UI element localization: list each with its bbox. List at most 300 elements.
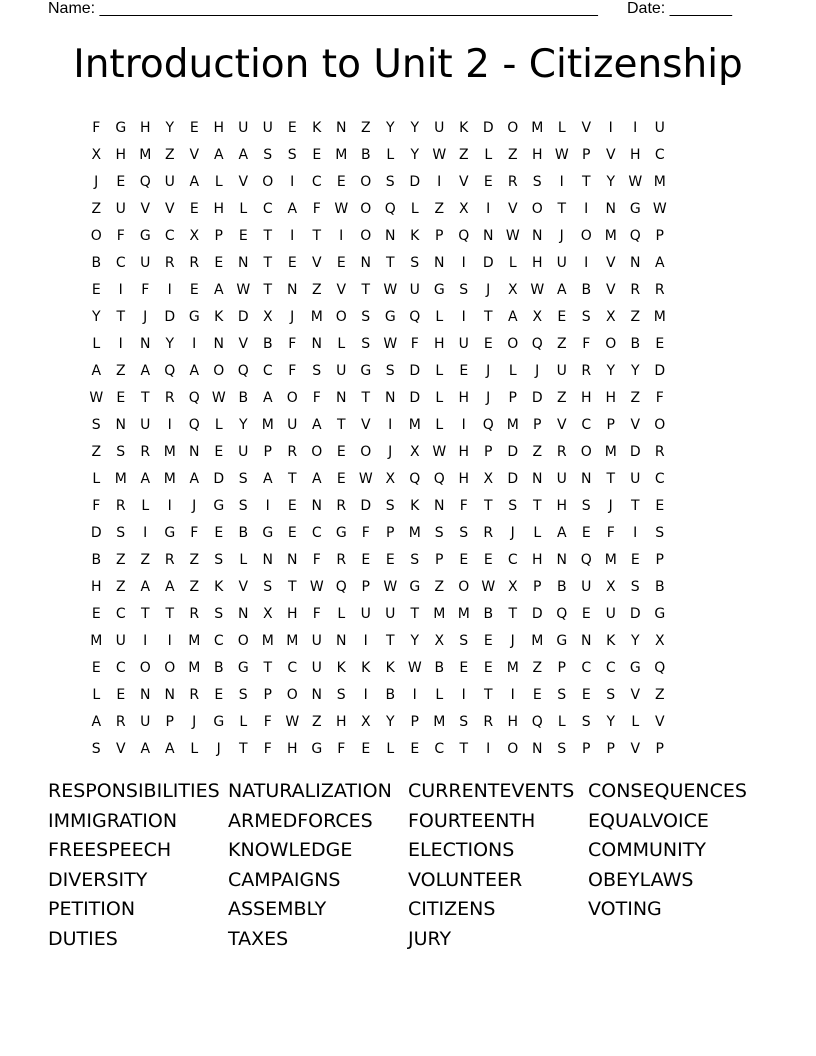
- grid-letter: A: [164, 578, 175, 595]
- grid-letter: S: [581, 713, 591, 730]
- grid-letter: T: [116, 308, 126, 325]
- grid-letter: X: [458, 200, 469, 217]
- grid-letter: E: [581, 605, 591, 622]
- grid-letter: Q: [531, 713, 543, 730]
- grid-letter: K: [361, 659, 371, 676]
- grid-letter: M: [139, 146, 152, 163]
- grid-letter: Z: [115, 362, 126, 379]
- grid-letter: E: [116, 686, 126, 703]
- grid-letter: R: [483, 524, 494, 541]
- grid-letter: I: [486, 740, 491, 757]
- grid-letter: H: [433, 335, 445, 352]
- grid-letter: P: [263, 686, 272, 703]
- grid-letter: A: [140, 362, 151, 379]
- grid-letter: T: [532, 497, 542, 514]
- grid-letter: Z: [164, 146, 175, 163]
- grid-letter: Q: [629, 227, 641, 244]
- grid-letter: Q: [580, 551, 592, 568]
- word-list-item: DIVERSITY: [48, 868, 148, 891]
- grid-letter: V: [336, 281, 347, 298]
- grid-letter: L: [386, 740, 395, 757]
- word-list-item: CURRENTEVENTS: [408, 780, 575, 802]
- grid-letter: W: [432, 443, 447, 460]
- grid-letter: O: [360, 227, 372, 244]
- grid-letter: F: [263, 740, 272, 757]
- grid-letter: H: [531, 551, 543, 568]
- grid-letter: U: [238, 443, 249, 460]
- grid-letter: Q: [164, 362, 176, 379]
- grid-letter: X: [189, 227, 200, 244]
- grid-letter: T: [385, 254, 395, 271]
- grid-letter: H: [629, 146, 641, 163]
- grid-letter: M: [163, 443, 176, 460]
- grid-row: [84, 465, 672, 492]
- grid-letter: G: [409, 578, 421, 595]
- grid-letter: S: [336, 686, 346, 703]
- grid-letter: U: [140, 416, 151, 433]
- grid-letter: N: [336, 119, 347, 136]
- grid-letter: W: [358, 470, 373, 487]
- grid-letter: P: [386, 524, 395, 541]
- grid-letter: E: [116, 389, 126, 406]
- grid-letter: Z: [630, 308, 641, 325]
- grid-letter: N: [336, 389, 347, 406]
- grid-letter: Q: [556, 605, 568, 622]
- grid-letter: D: [237, 308, 249, 325]
- grid-letter: L: [435, 389, 444, 406]
- grid-letter: T: [459, 740, 469, 757]
- grid-letter: E: [410, 740, 420, 757]
- grid-letter: A: [311, 416, 322, 433]
- grid-letter: L: [410, 200, 419, 217]
- grid-letter: W: [309, 578, 324, 595]
- grid-letter: T: [238, 740, 248, 757]
- grid-letter: V: [238, 173, 249, 190]
- grid-row: [84, 708, 672, 735]
- grid-letter: J: [143, 308, 148, 325]
- grid-letter: V: [605, 254, 616, 271]
- grid-letter: L: [435, 416, 444, 433]
- grid-letter: V: [630, 416, 641, 433]
- grid-letter: S: [361, 335, 371, 352]
- word-list-item: PETITION: [48, 898, 136, 921]
- grid-letter: X: [385, 470, 396, 487]
- grid-letter: H: [213, 119, 225, 136]
- grid-letter: K: [336, 659, 346, 676]
- grid-row: [84, 357, 672, 384]
- grid-letter: Q: [531, 335, 543, 352]
- grid-letter: L: [386, 146, 395, 163]
- grid-letter: V: [581, 119, 592, 136]
- grid-letter: N: [434, 254, 445, 271]
- grid-letter: P: [582, 146, 591, 163]
- grid-letter: F: [190, 524, 199, 541]
- grid-letter: N: [262, 551, 273, 568]
- grid-letter: C: [654, 146, 665, 163]
- grid-letter: F: [263, 713, 272, 730]
- grid-letter: I: [608, 119, 613, 136]
- grid-letter: T: [557, 200, 567, 217]
- grid-letter: U: [360, 605, 371, 622]
- grid-letter: O: [286, 686, 298, 703]
- grid-letter: J: [510, 524, 515, 541]
- grid-letter: E: [361, 740, 371, 757]
- word-list-item: JURY: [408, 927, 452, 950]
- grid-letter: G: [188, 308, 200, 325]
- grid-letter: S: [434, 524, 444, 541]
- grid-row: [84, 654, 672, 681]
- grid-letter: G: [115, 119, 127, 136]
- grid-letter: T: [410, 605, 420, 622]
- grid-letter: O: [654, 416, 666, 433]
- grid-letter: S: [312, 362, 322, 379]
- grid-letter: A: [189, 173, 200, 190]
- grid-letter: I: [167, 281, 172, 298]
- grid-letter: E: [459, 362, 469, 379]
- grid-letter: E: [459, 659, 469, 676]
- grid-letter: A: [262, 389, 273, 406]
- grid-letter: Q: [654, 659, 666, 676]
- word-list-item: VOLUNTEER: [408, 868, 523, 891]
- grid-letter: D: [629, 443, 641, 460]
- grid-letter: X: [532, 308, 543, 325]
- grid-letter: Q: [433, 470, 445, 487]
- grid-letter: M: [114, 470, 127, 487]
- grid-letter: Q: [384, 200, 396, 217]
- grid-letter: R: [164, 389, 175, 406]
- grid-letter: W: [383, 578, 398, 595]
- grid-letter: C: [605, 659, 616, 676]
- grid-row: [84, 330, 672, 357]
- grid-letter: M: [531, 119, 544, 136]
- grid-letter: N: [385, 389, 396, 406]
- grid-letter: T: [312, 227, 322, 244]
- grid-letter: T: [483, 686, 493, 703]
- grid-letter: Z: [115, 578, 126, 595]
- grid-letter: E: [238, 227, 248, 244]
- grid-letter: X: [262, 308, 273, 325]
- grid-letter: J: [559, 227, 564, 244]
- grid-letter: L: [92, 470, 101, 487]
- grid-letter: N: [213, 335, 224, 352]
- grid-letter: S: [238, 470, 248, 487]
- grid-letter: C: [115, 659, 126, 676]
- grid-letter: L: [435, 308, 444, 325]
- grid-letter: M: [604, 551, 617, 568]
- grid-letter: O: [311, 443, 323, 460]
- grid-letter: Z: [532, 443, 543, 460]
- grid-letter: C: [164, 227, 175, 244]
- grid-letter: U: [140, 254, 151, 271]
- grid-letter: Q: [409, 470, 421, 487]
- grid-letter: A: [311, 470, 322, 487]
- word-list-item: OBEYLAWS: [588, 868, 694, 891]
- grid-letter: E: [214, 524, 224, 541]
- grid-letter: E: [483, 335, 493, 352]
- grid-letter: M: [408, 416, 421, 433]
- grid-letter: U: [385, 605, 396, 622]
- grid-letter: X: [434, 632, 445, 649]
- grid-letter: E: [361, 551, 371, 568]
- grid-letter: S: [459, 632, 469, 649]
- grid-letter: Z: [91, 443, 102, 460]
- grid-letter: E: [91, 281, 101, 298]
- grid-letter: O: [139, 659, 151, 676]
- grid-letter: R: [556, 443, 567, 460]
- grid-letter: P: [655, 227, 664, 244]
- grid-letter: Z: [556, 389, 567, 406]
- grid-letter: T: [606, 470, 616, 487]
- grid-letter: A: [507, 308, 518, 325]
- grid-letter: S: [385, 173, 395, 190]
- grid-letter: Q: [458, 227, 470, 244]
- grid-letter: G: [360, 362, 372, 379]
- grid-letter: S: [459, 713, 469, 730]
- grid-letter: U: [140, 713, 151, 730]
- grid-row: [84, 249, 672, 276]
- grid-letter: I: [118, 335, 123, 352]
- grid-letter: Y: [410, 632, 420, 649]
- grid-letter: P: [508, 389, 517, 406]
- grid-letter: S: [410, 254, 420, 271]
- grid-letter: S: [263, 578, 273, 595]
- grid-letter: R: [581, 362, 592, 379]
- grid-letter: N: [238, 254, 249, 271]
- grid-letter: P: [557, 659, 566, 676]
- grid-letter: B: [238, 389, 249, 406]
- page-title: Introduction to Unit 2 - Citizenship: [73, 42, 743, 87]
- grid-letter: J: [535, 362, 540, 379]
- grid-letter: G: [311, 740, 323, 757]
- grid-letter: H: [286, 605, 298, 622]
- grid-letter: Z: [311, 281, 322, 298]
- grid-row: [84, 168, 672, 195]
- grid-letter: M: [433, 605, 446, 622]
- word-list-item: FREESPEECH: [48, 839, 172, 862]
- grid-letter: N: [336, 632, 347, 649]
- grid-letter: F: [312, 605, 321, 622]
- grid-letter: M: [506, 659, 519, 676]
- grid-letter: I: [143, 524, 148, 541]
- grid-letter: A: [164, 740, 175, 757]
- grid-letter: L: [435, 362, 444, 379]
- grid-letter: V: [238, 335, 249, 352]
- grid-letter: V: [189, 146, 200, 163]
- grid-letter: I: [363, 632, 368, 649]
- grid-letter: J: [510, 632, 515, 649]
- grid-row: [84, 600, 672, 627]
- grid-letter: U: [311, 632, 322, 649]
- grid-letter: P: [410, 713, 419, 730]
- grid-letter: R: [115, 713, 126, 730]
- grid-letter: H: [286, 740, 298, 757]
- grid-letter: C: [654, 470, 665, 487]
- grid-letter: Y: [165, 335, 175, 352]
- grid-letter: I: [167, 416, 172, 433]
- grid-letter: S: [361, 308, 371, 325]
- grid-letter: Q: [188, 389, 200, 406]
- grid-letter: Z: [115, 551, 126, 568]
- grid-letter: E: [214, 254, 224, 271]
- grid-letter: L: [557, 713, 566, 730]
- grid-letter: J: [388, 443, 393, 460]
- grid-letter: A: [556, 524, 567, 541]
- grid-letter: G: [213, 713, 225, 730]
- grid-letter: O: [164, 659, 176, 676]
- grid-letter: U: [434, 119, 445, 136]
- grid-letter: Z: [507, 146, 518, 163]
- grid-letter: Z: [434, 200, 445, 217]
- grid-letter: S: [459, 281, 469, 298]
- grid-row: [84, 303, 672, 330]
- grid-letter: E: [214, 686, 224, 703]
- word-list-item: KNOWLEDGE: [228, 839, 353, 862]
- grid-letter: S: [287, 146, 297, 163]
- grid-letter: C: [581, 416, 592, 433]
- grid-letter: B: [91, 551, 102, 568]
- grid-letter: L: [92, 335, 101, 352]
- grid-letter: T: [263, 281, 273, 298]
- grid-letter: C: [311, 173, 322, 190]
- grid-letter: E: [336, 443, 346, 460]
- grid-letter: E: [287, 254, 297, 271]
- grid-letter: D: [164, 308, 176, 325]
- grid-letter: L: [533, 524, 542, 541]
- grid-letter: M: [90, 632, 103, 649]
- grid-letter: E: [385, 551, 395, 568]
- grid-letter: P: [263, 443, 272, 460]
- grid-letter: O: [507, 119, 519, 136]
- grid-letter: A: [262, 470, 273, 487]
- grid-letter: Z: [630, 389, 641, 406]
- grid-letter: J: [192, 497, 197, 514]
- grid-letter: O: [458, 578, 470, 595]
- grid-letter: U: [311, 659, 322, 676]
- grid-letter: B: [581, 281, 592, 298]
- grid-letter: H: [213, 200, 225, 217]
- grid-letter: B: [630, 335, 641, 352]
- grid-row: [84, 681, 672, 708]
- word-list-item: CAMPAIGNS: [228, 868, 341, 891]
- grid-letter: I: [412, 686, 417, 703]
- grid-letter: V: [630, 686, 641, 703]
- grid-letter: U: [458, 335, 469, 352]
- grid-letter: E: [312, 146, 322, 163]
- grid-letter: B: [91, 254, 102, 271]
- grid-letter: M: [286, 632, 299, 649]
- grid-letter: E: [557, 308, 567, 325]
- grid-letter: I: [633, 524, 638, 541]
- grid-letter: E: [581, 524, 591, 541]
- grid-letter: I: [633, 119, 638, 136]
- grid-row: [84, 384, 672, 411]
- grid-letter: F: [92, 497, 101, 514]
- grid-letter: M: [261, 416, 274, 433]
- grid-letter: S: [581, 308, 591, 325]
- grid-letter: K: [459, 119, 469, 136]
- grid-letter: H: [458, 389, 470, 406]
- grid-letter: X: [654, 632, 665, 649]
- grid-letter: V: [360, 416, 371, 433]
- word-list-item: ELECTIONS: [408, 839, 515, 862]
- grid-letter: H: [115, 146, 127, 163]
- grid-letter: X: [409, 443, 420, 460]
- word-list-item: VOTING: [588, 898, 662, 921]
- grid-letter: N: [140, 686, 151, 703]
- grid-letter: K: [312, 119, 322, 136]
- grid-letter: A: [287, 200, 298, 217]
- grid-letter: W: [236, 281, 251, 298]
- grid-letter: L: [508, 254, 517, 271]
- grid-letter: U: [287, 416, 298, 433]
- grid-letter: S: [385, 362, 395, 379]
- grid-letter: W: [334, 200, 349, 217]
- grid-letter: S: [557, 686, 567, 703]
- grid-letter: U: [581, 578, 592, 595]
- word-list-item: CONSEQUENCES: [588, 780, 747, 802]
- grid-letter: P: [165, 713, 174, 730]
- grid-letter: Z: [189, 578, 200, 595]
- grid-letter: V: [164, 200, 175, 217]
- grid-letter: L: [557, 119, 566, 136]
- grid-letter: J: [216, 740, 221, 757]
- word-list-item: DUTIES: [48, 927, 118, 950]
- grid-letter: V: [507, 200, 518, 217]
- grid-letter: A: [213, 281, 224, 298]
- grid-letter: I: [584, 254, 589, 271]
- grid-letter: V: [238, 578, 249, 595]
- grid-letter: H: [531, 254, 543, 271]
- grid-letter: D: [213, 470, 225, 487]
- grid-letter: V: [630, 740, 641, 757]
- grid-row: [84, 492, 672, 519]
- grid-letter: S: [410, 551, 420, 568]
- grid-letter: S: [557, 740, 567, 757]
- grid-letter: R: [654, 443, 665, 460]
- grid-letter: Q: [188, 416, 200, 433]
- grid-letter: W: [285, 713, 300, 730]
- grid-letter: C: [581, 659, 592, 676]
- grid-letter: D: [629, 605, 641, 622]
- header: [48, 0, 748, 20]
- grid-letter: D: [482, 119, 494, 136]
- grid-letter: J: [486, 281, 491, 298]
- grid-letter: Q: [335, 578, 347, 595]
- grid-letter: X: [483, 470, 494, 487]
- grid-letter: O: [360, 443, 372, 460]
- grid-letter: L: [337, 335, 346, 352]
- grid-letter: L: [239, 713, 248, 730]
- grid-letter: M: [188, 659, 201, 676]
- grid-letter: E: [336, 254, 346, 271]
- grid-letter: N: [311, 335, 322, 352]
- grid-letter: I: [461, 686, 466, 703]
- word-list-item: COMMUNITY: [588, 839, 706, 862]
- grid-letter: D: [507, 470, 519, 487]
- grid-letter: T: [581, 173, 591, 190]
- grid-letter: E: [91, 605, 101, 622]
- grid-letter: P: [361, 578, 370, 595]
- grid-letter: Z: [311, 713, 322, 730]
- grid-letter: T: [140, 605, 150, 622]
- grid-letter: S: [385, 497, 395, 514]
- grid-letter: Z: [654, 686, 665, 703]
- grid-letter: R: [189, 686, 200, 703]
- grid-letter: H: [139, 119, 151, 136]
- grid-letter: J: [94, 173, 99, 190]
- grid-letter: U: [262, 119, 273, 136]
- grid-letter: K: [410, 227, 420, 244]
